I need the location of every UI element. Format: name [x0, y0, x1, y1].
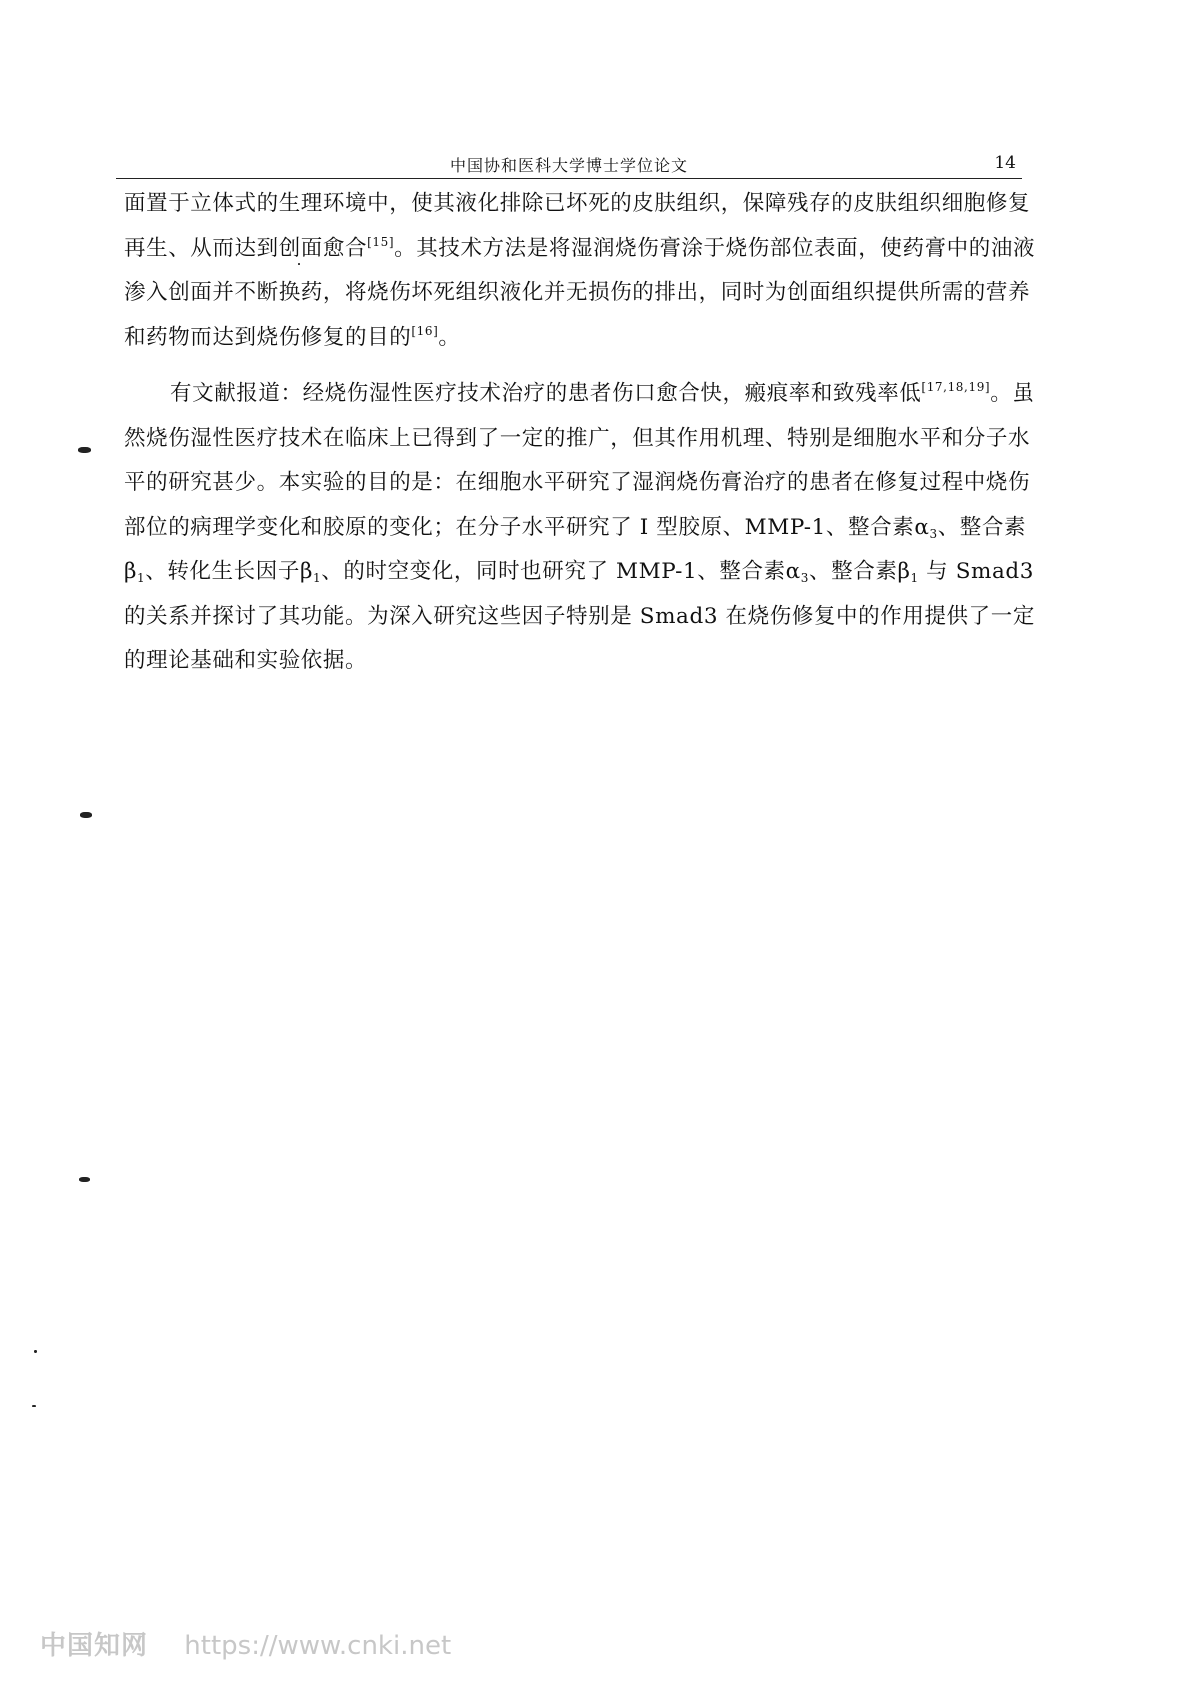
cnki-watermark — [40, 1625, 451, 1662]
paragraph-2-text-d: 、转化生长因子β — [145, 559, 314, 584]
paragraph-2-text-b: 。虽然烧伤湿性医疗技术在临床上已得到了一定的推广，但其作用机理、特别是细胞水平和分子水平的研究甚少。本实验的目的是：在细胞水平研究了湿润烧伤膏治疗的患者在修复过程中烧伤部位的病理学变化和胶原的变化；在分子水平研究了 I 型胶原、MMP-1、整合素α — [124, 381, 1035, 540]
scan-speck — [80, 812, 92, 818]
scan-speck — [79, 1177, 90, 1182]
scan-speck — [34, 1350, 37, 1353]
subscript: 1 — [910, 571, 919, 585]
scan-speck — [298, 263, 300, 265]
paragraph-2-text-a: 有文献报道：经烧伤湿性医疗技术治疗的患者伤口愈合快，瘢痕率和致残率低 — [170, 381, 922, 406]
citation-16: [16] — [411, 323, 439, 338]
paragraph-2 — [124, 372, 1044, 684]
thesis-title-header: 中国协和医科大学博士学位论文 — [449, 156, 688, 175]
paragraph-1-text-a: 面置于立体式的生理环境中，使其液化排除已坏死的皮肤组织，保障残存的皮肤组织细胞修复再生、从而达到创面愈合 — [124, 191, 1031, 261]
subscript: 3 — [929, 526, 938, 541]
citation-15: [15] — [367, 234, 395, 249]
paragraph-2-text-g: 与 Smad3 的关系并探讨了其功能。为深入研究这些因子特别是 Smad3 在烧伤修复中的作用提供了一定的理论基础和实验依据。 — [124, 559, 1035, 673]
cnki-url: https://www.cnki.net — [184, 1631, 452, 1661]
scan-speck — [32, 1405, 36, 1407]
cnki-logo: 中国知网 — [40, 1631, 149, 1661]
page-number: 14 — [994, 153, 1016, 173]
paragraph-2-text-e: 、的时空变化，同时也研究了 MMP-1、整合素α — [321, 559, 801, 584]
paragraph-1 — [124, 182, 1044, 360]
paragraph-2-text-f: 、整合素β — [809, 559, 911, 584]
paragraph-1-text-b: 。其技术方法是将湿润烧伤膏涂于烧伤部位表面，使药膏中的油液渗入创面并不断换药，将烧伤坏死组织液化并无损伤的排出，同时为创面组织提供所需的营养和药物而达到烧伤修复的目的 — [124, 235, 1036, 350]
subscript: 1 — [313, 571, 322, 585]
subscript: 1 — [137, 571, 146, 585]
scan-speck — [78, 447, 91, 453]
citation-17-18-19: [17,18,19] — [921, 380, 991, 394]
running-header — [116, 150, 1022, 179]
paragraph-2-text-c: 、整合素β — [124, 514, 1027, 584]
subscript: 3 — [800, 571, 810, 585]
paragraph-1-text-c: 。 — [438, 324, 461, 350]
